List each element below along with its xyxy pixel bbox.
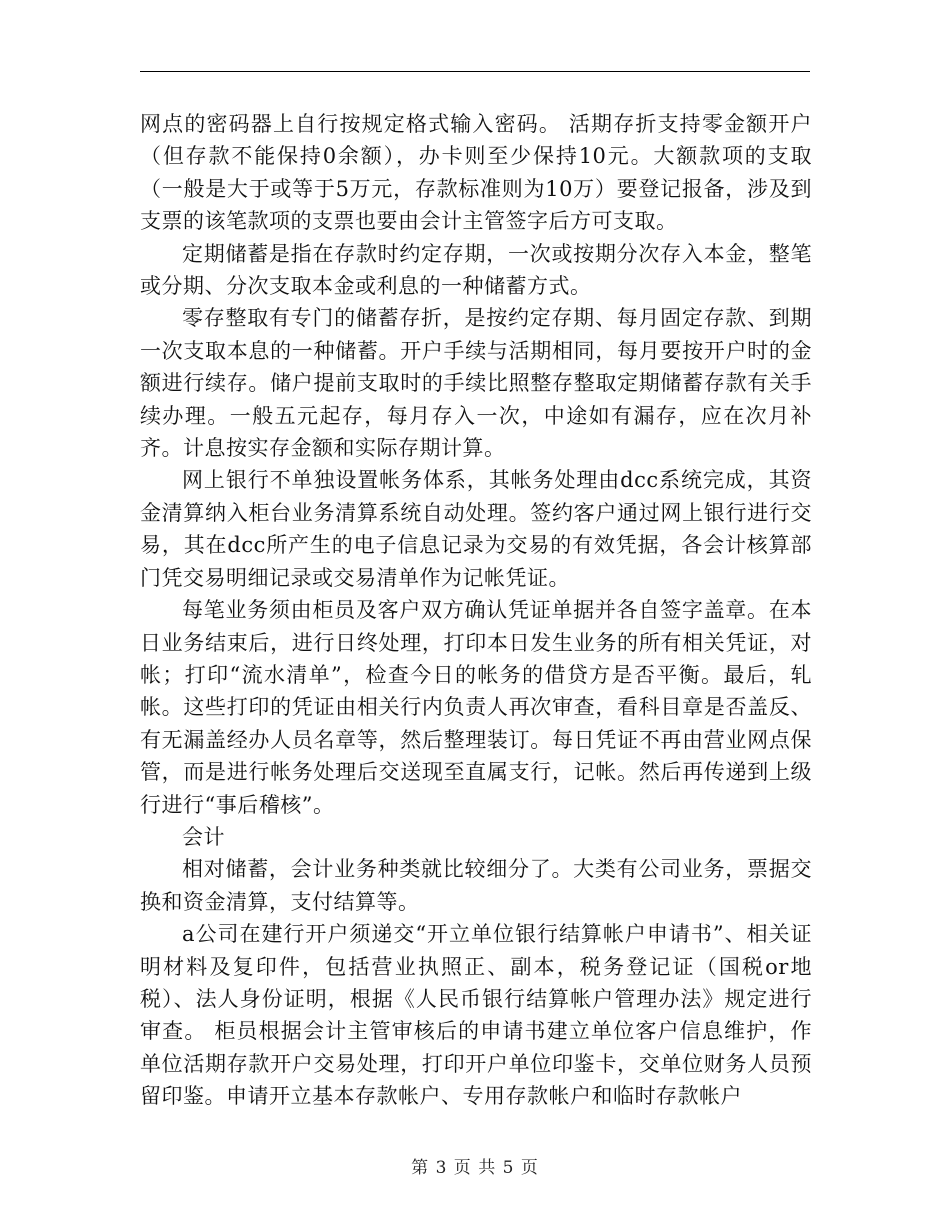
paragraph: 每笔业务须由柜员及客户双方确认凭证单据并各自签字盖章。在本日业务结束后，进行日终处理，打印本日发生业务的所有相关凭证，对帐；打印“流水清单”，检查今日的帐务的借贷方是否平衡。最后，轧帐。这些打印的凭证由相关行内负责人再次审查，看科目章是否盖反、有无漏盖经办人员名章等，然后整理装订。每日凭证不再由营业网点保管，而是进行帐务处理后交送现至直属支行，记帐。然后再传递到上级行进行“事后稽核”。 bbox=[140, 598, 812, 817]
paragraph: 网上银行不单独设置帐务体系，其帐务处理由dcc系统完成，其资金清算纳入柜台业务清算系统自动处理。签约客户通过网上银行进行交易，其在dcc所产生的电子信息记录为交易的有效凭据，各会计核算部门凭交易明细记录或交易清单作为记帐凭证。 bbox=[140, 468, 812, 590]
paragraph: 定期储蓄是指在存款时约定存期，一次或按期分次存入本金，整笔或分期、分次支取本金或利息的一种储蓄方式。 bbox=[140, 241, 812, 299]
paragraph: a公司在建行开户须递交“开立单位银行结算帐户申请书”、相关证明材料及复印件，包括营业执照正、副本，税务登记证（国税or地税）、法人身份证明，根据《人民币银行结算帐户管理办法》规定进行审查。 柜员根据会计主管审核后的申请书建立单位客户信息维护，作单位活期存款开户交易处理，打印开户单位印鉴卡，交单位财务人员预留印鉴。申请开立基本存款帐户、专用存款帐户和临时存款帐户 bbox=[140, 922, 812, 1109]
paragraph: 相对储蓄，会计业务种类就比较细分了。大类有公司业务，票据交换和资金清算，支付结算等。 bbox=[140, 857, 812, 914]
section-heading: 会计 bbox=[182, 824, 225, 849]
body-text bbox=[140, 108, 812, 1113]
paragraph: 网点的密码器上自行按规定格式输入密码。 活期存折支持零金额开户（但存款不能保持0余额），办卡则至少保持10元。大额款项的支取（一般是大于或等于5万元，存款标准则为10万）要登记报备，涉及到支票的该笔款项的支票也要由会计主管签字后方可支取。 bbox=[140, 112, 812, 234]
header-rule bbox=[140, 71, 810, 72]
paragraph: 零存整取有专门的储蓄存折，是按约定存期、每月固定存款、到期一次支取本息的一种储蓄。开户手续与活期相同，每月要按开户时的金额进行续存。储户提前支取时的手续比照整存整取定期储蓄存款有关手续办理。一般五元起存，每月存入一次，中途如有漏存，应在次月补齐。计息按实存金额和实际存期计算。 bbox=[140, 306, 812, 461]
page-footer: 第 3 页 共 5 页 bbox=[411, 1158, 539, 1178]
